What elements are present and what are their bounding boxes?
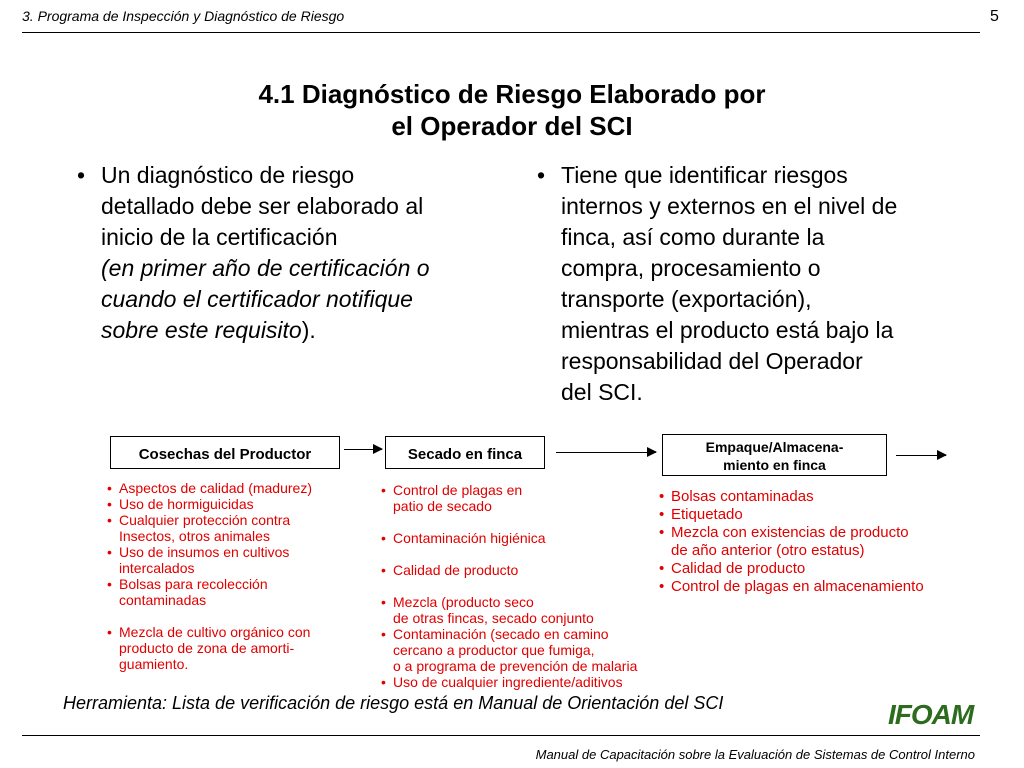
left-bullet-italic-line: sobre este requisito <box>101 317 302 343</box>
risk-text: contaminadas <box>119 592 207 608</box>
left-bullet-italic-line: cuando el certificador notifique <box>101 286 413 312</box>
risk-item <box>119 656 312 672</box>
risk-text: Uso de cualquier ingrediente/aditivos <box>393 674 623 690</box>
risk-bullet: • <box>107 480 112 496</box>
risk-bullet: • <box>381 626 386 642</box>
risk-item <box>381 562 637 578</box>
flow-box-cosechas: Cosechas del Productor <box>110 436 340 469</box>
risk-item <box>393 546 637 562</box>
flow-box-empaque-line1: Empaque/Almacena- <box>705 439 844 455</box>
risk-bullet: • <box>107 544 112 560</box>
risk-text: cercano a productor que fumiga, <box>393 642 595 658</box>
right-bullet-line: internos y externos en el nivel de <box>561 193 898 219</box>
risk-text: Mezcla con existencias de producto <box>671 524 909 541</box>
risk-bullet: • <box>381 674 386 690</box>
risk-bullet: • <box>107 496 112 512</box>
risk-text: Contaminación (secado en camino <box>393 626 609 642</box>
risk-bullet: • <box>107 576 112 592</box>
left-bullet <box>77 160 497 346</box>
risk-item <box>119 528 312 544</box>
risk-bullet: • <box>659 560 665 577</box>
flow-box-empaque-line2: miento en finca <box>723 457 826 473</box>
risk-item <box>381 594 637 610</box>
right-bullet-line: Tiene que identificar riesgos <box>561 162 848 188</box>
risk-bullet: • <box>659 506 665 523</box>
page-number: 5 <box>990 8 999 25</box>
risk-item <box>393 578 637 594</box>
risk-text: intercalados <box>119 560 195 576</box>
slide-title-line2: el Operador del SCI <box>391 111 633 141</box>
flow-arrow-1 <box>344 449 382 450</box>
risk-bullet: • <box>381 482 386 498</box>
tool-note: Herramienta: Lista de verificación de riesgo está en Manual de Orientación del SCI <box>63 693 724 713</box>
risk-text: Calidad de producto <box>393 562 519 578</box>
risk-list-secado <box>381 482 638 690</box>
risk-item <box>119 608 312 624</box>
risk-text: Cualquier protección contra <box>119 512 291 528</box>
left-bullet-line: detallado debe ser elaborado al <box>101 193 424 219</box>
header-section-title: 3. Programa de Inspección y Diagnóstico de Riesgo <box>22 8 345 24</box>
right-bullet <box>537 160 957 408</box>
right-bullet-line: del SCI. <box>561 379 643 405</box>
risk-text: o a programa de prevención de malaria <box>393 658 638 674</box>
flow-box-secado: Secado en finca <box>385 436 545 469</box>
risk-text: Uso de hormiguicidas <box>119 496 254 512</box>
risk-text: guamiento. <box>119 656 189 672</box>
slide-title <box>0 78 1024 142</box>
risk-item <box>393 610 637 626</box>
risk-list-empaque <box>659 488 924 596</box>
risk-text: Calidad de producto <box>671 560 806 577</box>
header-rule <box>22 32 980 33</box>
risk-item <box>381 530 637 546</box>
risk-text: Etiquetado <box>671 506 743 523</box>
left-bullet-end: ). <box>301 317 316 343</box>
risk-text: patio de secado <box>393 498 492 514</box>
risk-item <box>659 578 924 596</box>
right-bullet-line: mientras el producto está bajo la <box>561 317 894 343</box>
risk-item <box>393 658 637 674</box>
risk-bullet: • <box>381 594 386 610</box>
risk-text: Mezcla (producto seco <box>393 594 534 610</box>
risk-item <box>107 496 312 512</box>
risk-item <box>119 560 312 576</box>
risk-item <box>659 488 924 506</box>
risk-item <box>659 506 924 524</box>
risk-text: Bolsas contaminadas <box>671 488 814 505</box>
risk-item <box>107 544 312 560</box>
risk-bullet: • <box>659 578 665 595</box>
flow-box-empaque <box>662 434 887 476</box>
left-bullet-line: inicio de la certificación <box>101 224 338 250</box>
risk-item <box>107 624 312 640</box>
flow-arrow-2 <box>556 452 656 453</box>
risk-text: Bolsas para recolección <box>119 576 268 592</box>
risk-text: producto de zona de amorti- <box>119 640 295 656</box>
risk-text: Mezcla de cultivo orgánico con <box>119 624 311 640</box>
flow-arrow-3 <box>896 455 946 456</box>
risk-bullet: • <box>659 524 665 541</box>
risk-item <box>381 482 637 498</box>
risk-bullet: • <box>107 512 112 528</box>
risk-item <box>381 626 637 642</box>
footer-text: Manual de Capacitación sobre la Evaluación de Sistemas de Control Interno <box>535 747 975 762</box>
right-bullet-line: transporte (exportación), <box>561 286 812 312</box>
risk-item <box>107 480 312 496</box>
risk-bullet: • <box>381 562 386 578</box>
risk-item <box>671 542 924 560</box>
risk-item <box>119 640 312 656</box>
risk-item <box>107 512 312 528</box>
risk-list-cosechas <box>107 480 312 672</box>
bullet-marker: • <box>77 162 86 188</box>
risk-text: Control de plagas en almacenamiento <box>671 578 924 595</box>
risk-text: Aspectos de calidad (madurez) <box>119 480 312 496</box>
risk-text: Control de plagas en <box>393 482 523 498</box>
footer-rule <box>22 735 980 736</box>
risk-item <box>393 642 637 658</box>
bullet-marker: • <box>537 162 546 188</box>
risk-item <box>119 592 312 608</box>
right-bullet-line: compra, procesamiento o <box>561 255 821 281</box>
left-bullet-italic-line: (en primer año de certificación o <box>101 255 430 281</box>
risk-item <box>393 514 637 530</box>
risk-bullet: • <box>381 530 386 546</box>
risk-item <box>107 576 312 592</box>
risk-bullet: • <box>659 488 665 505</box>
risk-text: Insectos, otros animales <box>119 528 270 544</box>
slide-title-line1: 4.1 Diagnóstico de Riesgo Elaborado por <box>258 79 766 109</box>
risk-text: de año anterior (otro estatus) <box>671 542 865 559</box>
right-bullet-line: responsabilidad del Operador <box>561 348 863 374</box>
risk-item <box>659 560 924 578</box>
risk-text: de otras fincas, secado conjunto <box>393 610 594 626</box>
risk-text: Uso de insumos en cultivos <box>119 544 290 560</box>
risk-item <box>659 524 924 542</box>
risk-item <box>381 674 637 690</box>
risk-bullet: • <box>107 624 112 640</box>
ifoam-logo: IFOAM <box>888 699 974 730</box>
risk-item <box>393 498 637 514</box>
left-bullet-line: Un diagnóstico de riesgo <box>101 162 355 188</box>
risk-text: Contaminación higiénica <box>393 530 546 546</box>
right-bullet-line: finca, así como durante la <box>561 224 825 250</box>
